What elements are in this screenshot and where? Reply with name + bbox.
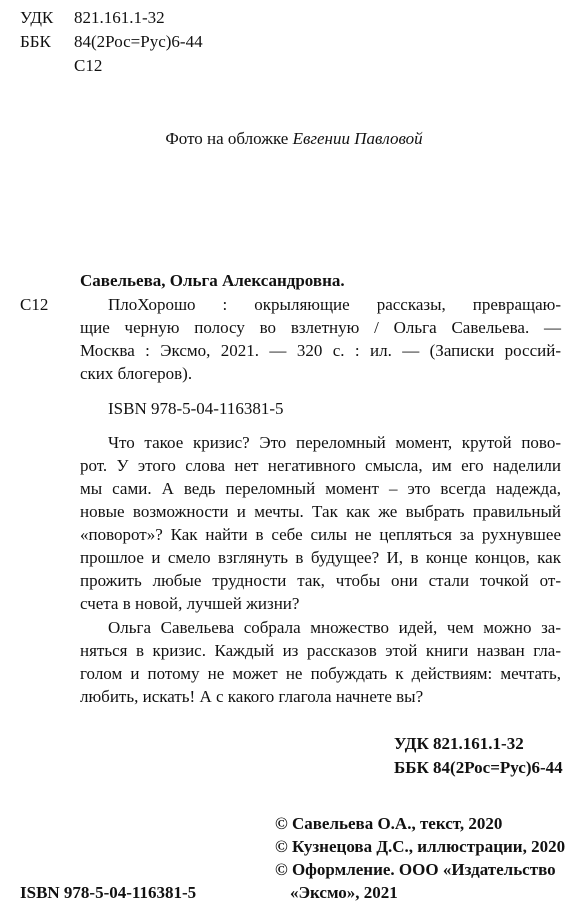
udk-label: УДК (20, 8, 54, 27)
annotation-p2-line-2: няться в кризис. Каждый из рассказов этой книги назван гла- (80, 641, 561, 660)
catalog-description-line-3: Москва : Эксмо, 2021. — 320 с. : ил. — (Записки россий- (80, 341, 561, 360)
udk-value: 821.161.1-32 (74, 8, 165, 27)
footer-udk: УДК 821.161.1-32 (394, 734, 524, 753)
cover-photo-prefix: Фото на обложке (165, 129, 289, 148)
annotation-p1-line-4: новые возможности и мечты. Так как же выбрать правильный (80, 502, 561, 521)
catalog-author-heading: Савельева, Ольга Александровна. (80, 271, 345, 290)
catalog-description-line-4: ских блогеров). (80, 364, 193, 383)
annotation-p1-line-3: мы сами. А ведь переломный момент – это всегда надежда, (80, 479, 561, 498)
annotation-p1-line-2: рот. У этого слова нет негативного смысла, им его наделили (80, 456, 561, 475)
annotation-p1-line-8: счета в новой, лучшей жизни? (80, 594, 300, 613)
catalog-description-line-1: ПлоХорошо : окрыляющие рассказы, превращаю- (108, 295, 561, 314)
copyright-line-1: © Савельева О.А., текст, 2020 (275, 814, 503, 833)
annotation-p2-line-1: Ольга Савельева собрала множество идей, чем можно за- (108, 618, 561, 637)
annotation-p1-line-7: прожить любые трудности так, чтобы они стали точкой от- (80, 571, 561, 590)
copyright-line-2: © Кузнецова Д.С., иллюстрации, 2020 (275, 837, 566, 856)
annotation-p2-line-3: голом и потому не может не побуждать к действиям: мечтать, (80, 664, 561, 683)
annotation-p1-line-5: «поворот»? Как найти в себе силы не цепляться за рухнувшее (80, 525, 561, 544)
author-mark: С12 (74, 56, 103, 75)
cover-photo-name: Евгении Павловой (292, 129, 423, 148)
annotation-p1-line-1: Что такое кризис? Это переломный момент, крутой пово- (108, 433, 561, 452)
catalog-description-line-2: щие черную полосу во взлетную / Ольга Савельева. — (80, 318, 561, 337)
bottom-isbn: ISBN 978-5-04-116381-5 (20, 883, 197, 902)
annotation-p2-line-4: любить, искать! А с какого глагола начнете вы? (80, 687, 424, 706)
annotation-p1-line-6: прошлое и смело взглянуть в будущее? И, в конце концов, как (80, 548, 561, 567)
bbk-value: 84(2Рос=Рус)6-44 (74, 32, 203, 51)
copyright-line-3: © Оформление. ООО «Издательство (275, 860, 556, 879)
copyright-line-4: «Эксмо», 2021 (290, 883, 398, 902)
catalog-mark: С12 (20, 295, 49, 314)
footer-bbk: ББК 84(2Рос=Рус)6-44 (394, 758, 563, 777)
catalog-isbn: ISBN 978-5-04-116381-5 (108, 399, 284, 418)
bbk-label: ББК (20, 32, 51, 51)
cover-photo-credit (0, 128, 588, 150)
